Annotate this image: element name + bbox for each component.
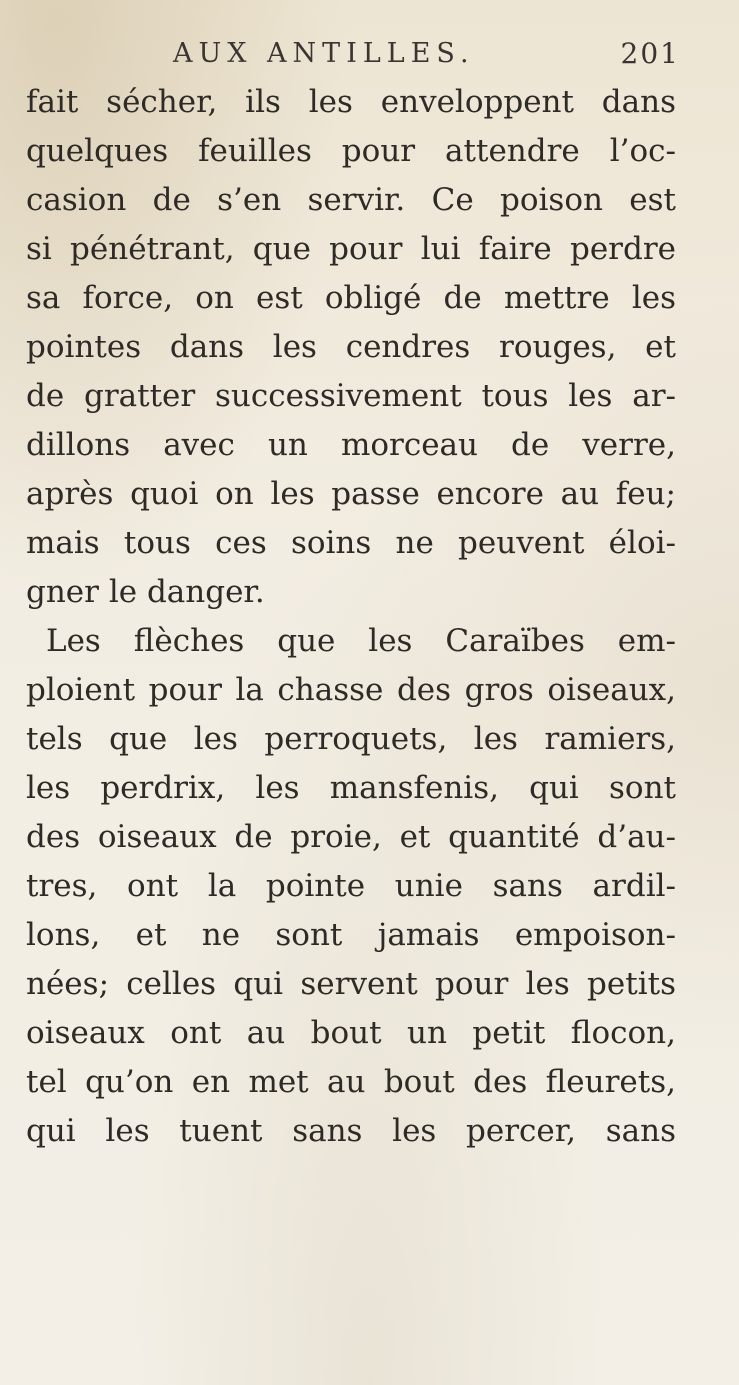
text-line: mais tous ces soins ne peuvent éloi- (26, 525, 676, 561)
text-line: si pénétrant, que pour lui faire perdre (26, 231, 676, 267)
text-line: qui les tuent sans les percer, sans (26, 1113, 676, 1149)
text-line: oiseaux ont au bout un petit flocon, (26, 1015, 676, 1051)
text-line: sa force, on est obligé de mettre les (26, 280, 676, 316)
text-line: tels que les perroquets, les ramiers, (26, 721, 676, 757)
text-line: dillons avec un morceau de verre, (26, 427, 676, 463)
text-line: fait sécher, ils les enveloppent dans (26, 84, 676, 120)
paragraph-start-line: Les flèches que les Caraïbes em- (46, 623, 676, 659)
body-text (26, 78, 676, 1156)
running-head: AUX ANTILLES. (173, 38, 475, 69)
text-line: lons, et ne sont jamais empoison- (26, 917, 676, 953)
text-line: après quoi on les passe encore au feu; (26, 476, 676, 512)
text-line: tres, ont la pointe unie sans ardil- (26, 868, 676, 904)
page-header (30, 34, 680, 74)
text-line: les perdrix, les mansfenis, qui sont (26, 770, 676, 806)
text-line: tel qu’on en met au bout des fleurets, (26, 1064, 676, 1100)
page-number: 201 (620, 37, 680, 70)
text-line: pointes dans les cendres rouges, et (26, 329, 676, 365)
text-line: casion de s’en servir. Ce poison est (26, 182, 676, 218)
text-line: de gratter successivement tous les ar- (26, 378, 676, 414)
text-line: ploient pour la chasse des gros oiseaux, (26, 672, 676, 708)
text-line: nées; celles qui servent pour les petits (26, 966, 676, 1002)
paragraph-end-line: gner le danger. (26, 574, 265, 610)
text-line: quelques feuilles pour attendre l’oc- (26, 133, 676, 169)
text-line: des oiseaux de proie, et quantité d’au- (26, 819, 676, 855)
